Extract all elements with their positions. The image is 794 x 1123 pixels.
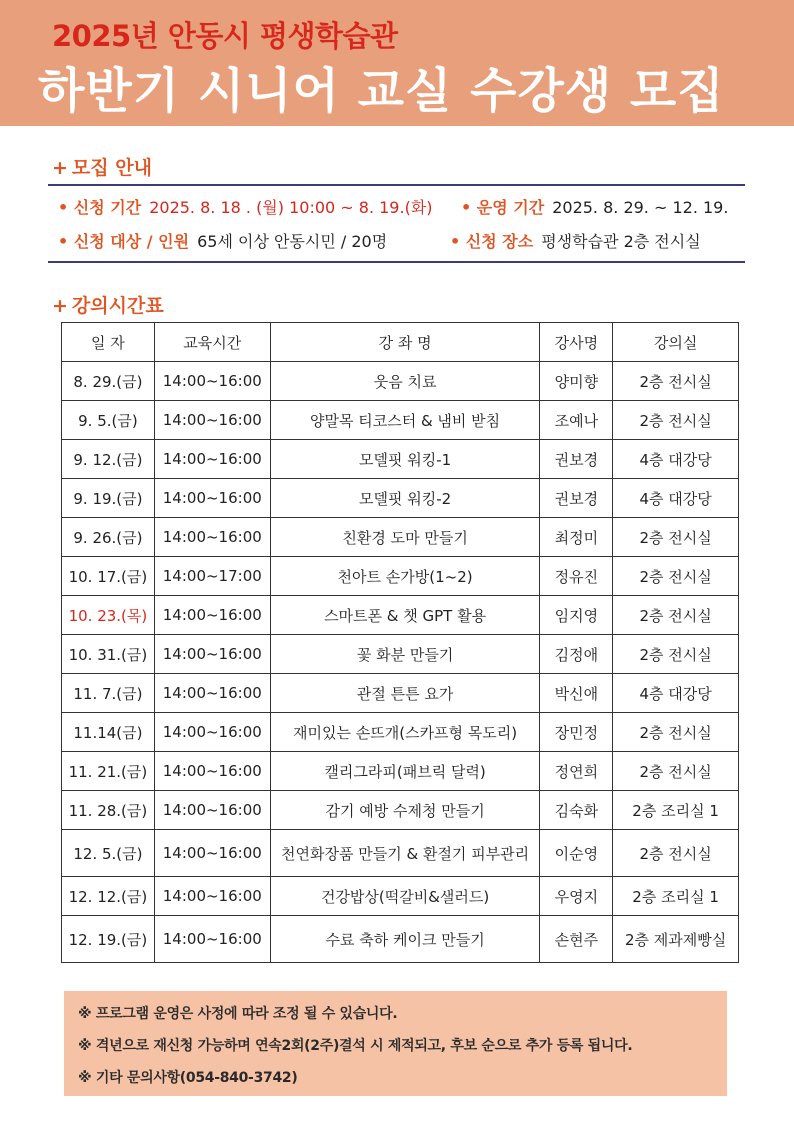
cell-room: 2층 제과제빵실 <box>613 916 739 963</box>
cell-time: 14:00~16:00 <box>154 791 270 830</box>
cell-date: 11.14(금) <box>62 713 155 752</box>
header-title: 하반기 시니어 교실 수강생 모집 <box>38 63 725 119</box>
cell-time: 14:00~16:00 <box>154 830 270 877</box>
bullet-icon: • <box>58 232 74 251</box>
cell-instructor: 권보경 <box>540 440 613 479</box>
table-row <box>62 752 739 791</box>
cell-date: 12. 19.(금) <box>62 916 155 963</box>
target-label: 신청 대상 / 인원 <box>73 232 190 251</box>
cell-course: 수료 축하 케이크 만들기 <box>270 916 540 963</box>
cell-course: 감기 예방 수제청 만들기 <box>270 791 540 830</box>
cell-instructor: 양미향 <box>540 362 613 401</box>
cell-instructor: 박신애 <box>540 674 613 713</box>
cell-time: 14:00~16:00 <box>154 713 270 752</box>
table-row <box>62 518 739 557</box>
guide-top-rule <box>48 184 745 186</box>
notice-box <box>64 991 727 1096</box>
col-room-header: 강의실 <box>613 323 739 362</box>
col-date-header: 일 자 <box>62 323 155 362</box>
table-row <box>62 916 739 963</box>
guide-heading <box>52 153 152 180</box>
cell-course: 친환경 도마 만들기 <box>270 518 540 557</box>
cell-course: 웃음 치료 <box>270 362 540 401</box>
cell-room: 2층 조리실 1 <box>613 877 739 916</box>
header-subtitle: 2025년 안동시 평생학습관 <box>52 19 398 53</box>
cell-room: 2층 전시실 <box>613 830 739 877</box>
cell-course: 천아트 손가방(1~2) <box>270 557 540 596</box>
cell-room: 2층 전시실 <box>613 635 739 674</box>
cell-time: 14:00~16:00 <box>154 596 270 635</box>
cell-course: 모델핏 워킹-1 <box>270 440 540 479</box>
cell-time: 14:00~16:00 <box>154 635 270 674</box>
cell-instructor: 손현주 <box>540 916 613 963</box>
cell-time: 14:00~16:00 <box>154 674 270 713</box>
cell-instructor: 김정애 <box>540 635 613 674</box>
timetable <box>61 322 739 963</box>
table-row <box>62 877 739 916</box>
plus-icon: + <box>52 157 68 179</box>
cell-instructor: 우영지 <box>540 877 613 916</box>
cell-date: 9. 12.(금) <box>62 440 155 479</box>
period-value: 2025. 8. 18 . (월) 10:00 ~ 8. 19.(화) <box>149 198 433 217</box>
cell-instructor: 이순영 <box>540 830 613 877</box>
table-row <box>62 791 739 830</box>
cell-instructor: 최정미 <box>540 518 613 557</box>
cell-date: 12. 5.(금) <box>62 830 155 877</box>
place-label: 신청 장소 <box>465 232 534 251</box>
cell-date: 9. 5.(금) <box>62 401 155 440</box>
col-course-header: 강 좌 명 <box>270 323 540 362</box>
guide-bottom-rule <box>48 261 745 263</box>
cell-room: 2층 전시실 <box>613 557 739 596</box>
cell-course: 스마트폰 & 챗 GPT 활용 <box>270 596 540 635</box>
notice-line: ※ 기타 문의사항(054-840-3742) <box>78 1070 298 1086</box>
cell-room: 2층 전시실 <box>613 401 739 440</box>
table-header-row <box>62 323 739 362</box>
place-value: 평생학습관 2층 전시실 <box>541 232 701 251</box>
cell-room: 2층 전시실 <box>613 752 739 791</box>
cell-instructor: 정연희 <box>540 752 613 791</box>
cell-room: 2층 전시실 <box>613 362 739 401</box>
cell-time: 14:00~16:00 <box>154 752 270 791</box>
cell-room: 2층 전시실 <box>613 518 739 557</box>
cell-course: 천연화장품 만들기 & 환절기 피부관리 <box>270 830 540 877</box>
cell-date: 11. 7.(금) <box>62 674 155 713</box>
cell-room: 4층 대강당 <box>613 479 739 518</box>
cell-instructor: 김숙화 <box>540 791 613 830</box>
bullet-icon: • <box>461 198 477 217</box>
cell-time: 14:00~16:00 <box>154 440 270 479</box>
cell-time: 14:00~16:00 <box>154 479 270 518</box>
cell-date: 10. 31.(금) <box>62 635 155 674</box>
info-operation <box>461 195 728 218</box>
cell-instructor: 임지영 <box>540 596 613 635</box>
period-label: 신청 기간 <box>73 198 142 217</box>
table-row <box>62 830 739 877</box>
table-row <box>62 401 739 440</box>
col-time-header: 교육시간 <box>154 323 270 362</box>
cell-instructor: 조예나 <box>540 401 613 440</box>
table-row <box>62 479 739 518</box>
notice-line: ※ 격년으로 재신청 가능하며 연속2회(2주)결석 시 제적되고, 후보 순으로 추가 등록 됩니다. <box>78 1038 633 1054</box>
table-row <box>62 440 739 479</box>
cell-date-highlight: 10. 23.(목) <box>62 596 155 635</box>
table-row <box>62 596 739 635</box>
cell-date: 11. 21.(금) <box>62 752 155 791</box>
cell-room: 4층 대강당 <box>613 674 739 713</box>
cell-time: 14:00~16:00 <box>154 877 270 916</box>
cell-course: 캘리그라피(패브릭 달력) <box>270 752 540 791</box>
cell-room: 2층 조리실 1 <box>613 791 739 830</box>
cell-course: 재미있는 손뜨개(스카프형 목도리) <box>270 713 540 752</box>
header-banner <box>0 0 794 126</box>
table-row <box>62 557 739 596</box>
cell-course: 꽃 화분 만들기 <box>270 635 540 674</box>
bullet-icon: • <box>58 198 74 217</box>
info-place <box>450 229 701 252</box>
guide-heading-label: 모집 안내 <box>71 157 152 179</box>
cell-instructor: 정유진 <box>540 557 613 596</box>
cell-room: 2층 전시실 <box>613 713 739 752</box>
cell-course: 관절 튼튼 요가 <box>270 674 540 713</box>
cell-course: 양말목 티코스터 & 냄비 받침 <box>270 401 540 440</box>
table-row <box>62 362 739 401</box>
cell-instructor: 권보경 <box>540 479 613 518</box>
col-instructor-header: 강사명 <box>540 323 613 362</box>
operation-value: 2025. 8. 29. ~ 12. 19. <box>552 198 729 217</box>
cell-date: 9. 19.(금) <box>62 479 155 518</box>
operation-label: 운영 기간 <box>476 198 545 217</box>
table-row <box>62 674 739 713</box>
table-row <box>62 713 739 752</box>
cell-date: 11. 28.(금) <box>62 791 155 830</box>
cell-date: 10. 17.(금) <box>62 557 155 596</box>
info-period <box>58 195 433 218</box>
cell-time: 14:00~16:00 <box>154 916 270 963</box>
info-target <box>58 229 387 252</box>
cell-room: 2층 전시실 <box>613 596 739 635</box>
target-value: 65세 이상 안동시민 / 20명 <box>197 232 388 251</box>
cell-course: 건강밥상(떡갈비&샐러드) <box>270 877 540 916</box>
bullet-icon: • <box>450 232 466 251</box>
cell-course: 모델핏 워킹-2 <box>270 479 540 518</box>
timetable-heading-label: 강의시간표 <box>71 295 164 317</box>
cell-room: 4층 대강당 <box>613 440 739 479</box>
cell-date: 9. 26.(금) <box>62 518 155 557</box>
cell-instructor: 장민정 <box>540 713 613 752</box>
cell-time: 14:00~17:00 <box>154 557 270 596</box>
notice-line: ※ 프로그램 운영은 사정에 따라 조정 될 수 있습니다. <box>78 1006 398 1022</box>
table-row <box>62 635 739 674</box>
cell-time: 14:00~16:00 <box>154 401 270 440</box>
timetable-heading <box>52 291 164 318</box>
plus-icon: + <box>52 295 68 317</box>
cell-date: 8. 29.(금) <box>62 362 155 401</box>
cell-time: 14:00~16:00 <box>154 362 270 401</box>
cell-date: 12. 12.(금) <box>62 877 155 916</box>
cell-time: 14:00~16:00 <box>154 518 270 557</box>
